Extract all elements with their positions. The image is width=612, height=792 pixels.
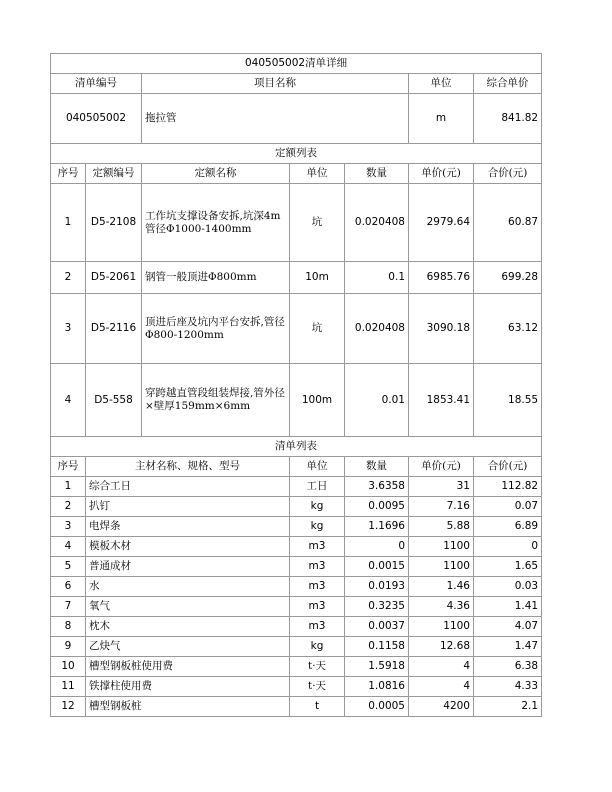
material-qty: 1.5918 [345,657,409,677]
quota-row [51,294,542,364]
material-total: 6.89 [474,517,542,537]
table-title: 040505002清单详细 [51,54,542,74]
bill-detail-table [50,53,542,717]
material-unit: kg [290,517,345,537]
quota-price: 3090.18 [409,294,474,364]
header-value-row [51,94,542,144]
material-price: 5.88 [409,517,474,537]
material-no: 8 [51,617,86,637]
quota-total: 699.28 [474,262,542,294]
materials-rows [51,477,542,717]
material-price: 12.68 [409,637,474,657]
material-no: 4 [51,537,86,557]
quota-unit: 坑 [290,184,345,262]
material-no: 6 [51,577,86,597]
material-row [51,477,542,497]
quota-header-row [51,164,542,184]
quota-price: 2979.64 [409,184,474,262]
label-unit: 单位 [409,74,474,94]
material-name: 氧气 [86,597,290,617]
material-row [51,657,542,677]
material-unit: t·天 [290,677,345,697]
quota-no: 4 [51,364,86,437]
material-name: 扒钉 [86,497,290,517]
material-row [51,557,542,577]
quota-name: 顶进后座及坑内平台安拆,管径Φ800-1200mm [142,294,290,364]
material-qty: 0 [345,537,409,557]
quota-name: 穿跨越直管段组装焊接,管外径×壁厚159mm×6mm [142,364,290,437]
quota-row [51,364,542,437]
material-qty: 0.0005 [345,697,409,717]
quota-total: 60.87 [474,184,542,262]
material-unit: m3 [290,557,345,577]
material-total: 1.47 [474,637,542,657]
material-qty: 0.3235 [345,597,409,617]
material-total: 112.82 [474,477,542,497]
material-name: 槽型钢板桩使用费 [86,657,290,677]
material-name: 模板木材 [86,537,290,557]
quota-row [51,184,542,262]
material-unit: kg [290,497,345,517]
quota-qty: 0.1 [345,262,409,294]
material-row [51,617,542,637]
label-bill-code: 清单编号 [51,74,142,94]
material-total: 2.1 [474,697,542,717]
material-total: 4.07 [474,617,542,637]
material-total: 0.07 [474,497,542,517]
quota-code: D5-2061 [86,262,142,294]
quota-col-total: 合价(元) [474,164,542,184]
material-name: 乙炔气 [86,637,290,657]
material-no: 1 [51,477,86,497]
quota-name: 钢管一般顶进Φ800mm [142,262,290,294]
quota-qty: 0.01 [345,364,409,437]
material-name: 普通成材 [86,557,290,577]
material-unit: m3 [290,537,345,557]
material-price: 1100 [409,617,474,637]
materials-header-row [51,457,542,477]
material-qty: 3.6358 [345,477,409,497]
material-no: 3 [51,517,86,537]
material-qty: 0.0095 [345,497,409,517]
quota-total: 63.12 [474,294,542,364]
quota-no: 1 [51,184,86,262]
material-total: 1.65 [474,557,542,577]
material-row [51,537,542,557]
material-no: 2 [51,497,86,517]
bill-code: 040505002 [51,94,142,144]
quota-col-price: 单价(元) [409,164,474,184]
material-no: 7 [51,597,86,617]
material-row [51,637,542,657]
material-unit: kg [290,637,345,657]
quota-price: 6985.76 [409,262,474,294]
quota-qty: 0.020408 [345,294,409,364]
material-total: 6.38 [474,657,542,677]
materials-col-unit: 单位 [290,457,345,477]
header-label-row [51,74,542,94]
material-row [51,677,542,697]
material-row [51,597,542,617]
material-price: 4200 [409,697,474,717]
materials-col-no: 序号 [51,457,86,477]
material-price: 4 [409,677,474,697]
quota-price: 1853.41 [409,364,474,437]
quota-no: 3 [51,294,86,364]
material-row [51,577,542,597]
material-price: 31 [409,477,474,497]
quota-name: 工作坑支撑设备安拆,坑深4m管径Φ1000-1400mm [142,184,290,262]
material-unit: 工日 [290,477,345,497]
material-qty: 0.0037 [345,617,409,637]
material-name: 槽型钢板桩 [86,697,290,717]
material-total: 0 [474,537,542,557]
quota-code: D5-558 [86,364,142,437]
quota-row [51,262,542,294]
material-no: 11 [51,677,86,697]
quota-col-qty: 数量 [345,164,409,184]
material-price: 7.16 [409,497,474,517]
item-name: 拖拉管 [142,94,409,144]
material-name: 铁撑柱使用费 [86,677,290,697]
materials-col-name: 主材名称、规格、型号 [86,457,290,477]
item-unit: m [409,94,474,144]
material-no: 10 [51,657,86,677]
item-unit-price: 841.82 [474,94,542,144]
materials-section-title: 清单列表 [51,437,542,457]
material-unit: m3 [290,597,345,617]
material-qty: 0.0015 [345,557,409,577]
materials-col-total: 合价(元) [474,457,542,477]
material-unit: m3 [290,617,345,637]
quota-qty: 0.020408 [345,184,409,262]
material-price: 1.46 [409,577,474,597]
material-row [51,517,542,537]
material-price: 1100 [409,537,474,557]
quota-code: D5-2116 [86,294,142,364]
quota-unit: 坑 [290,294,345,364]
material-total: 0.03 [474,577,542,597]
quota-section-title: 定额列表 [51,144,542,164]
material-row [51,697,542,717]
material-no: 9 [51,637,86,657]
material-total: 4.33 [474,677,542,697]
material-price: 1100 [409,557,474,577]
quota-col-name: 定额名称 [142,164,290,184]
material-unit: m3 [290,577,345,597]
material-total: 1.41 [474,597,542,617]
material-name: 枕木 [86,617,290,637]
material-qty: 0.1158 [345,637,409,657]
material-no: 12 [51,697,86,717]
material-no: 5 [51,557,86,577]
material-qty: 1.0816 [345,677,409,697]
materials-col-qty: 数量 [345,457,409,477]
material-qty: 0.0193 [345,577,409,597]
quota-col-no: 序号 [51,164,86,184]
quota-code: D5-2108 [86,184,142,262]
material-name: 电焊条 [86,517,290,537]
material-qty: 1.1696 [345,517,409,537]
material-unit: t [290,697,345,717]
material-name: 水 [86,577,290,597]
material-row [51,497,542,517]
quota-unit: 10m [290,262,345,294]
materials-col-price: 单价(元) [409,457,474,477]
material-price: 4 [409,657,474,677]
quota-unit: 100m [290,364,345,437]
quota-col-code: 定额编号 [86,164,142,184]
quota-total: 18.55 [474,364,542,437]
material-unit: t·天 [290,657,345,677]
label-unit-price: 综合单价 [474,74,542,94]
material-price: 4.36 [409,597,474,617]
quota-col-unit: 单位 [290,164,345,184]
material-name: 综合工日 [86,477,290,497]
label-item-name: 项目名称 [142,74,409,94]
quota-no: 2 [51,262,86,294]
